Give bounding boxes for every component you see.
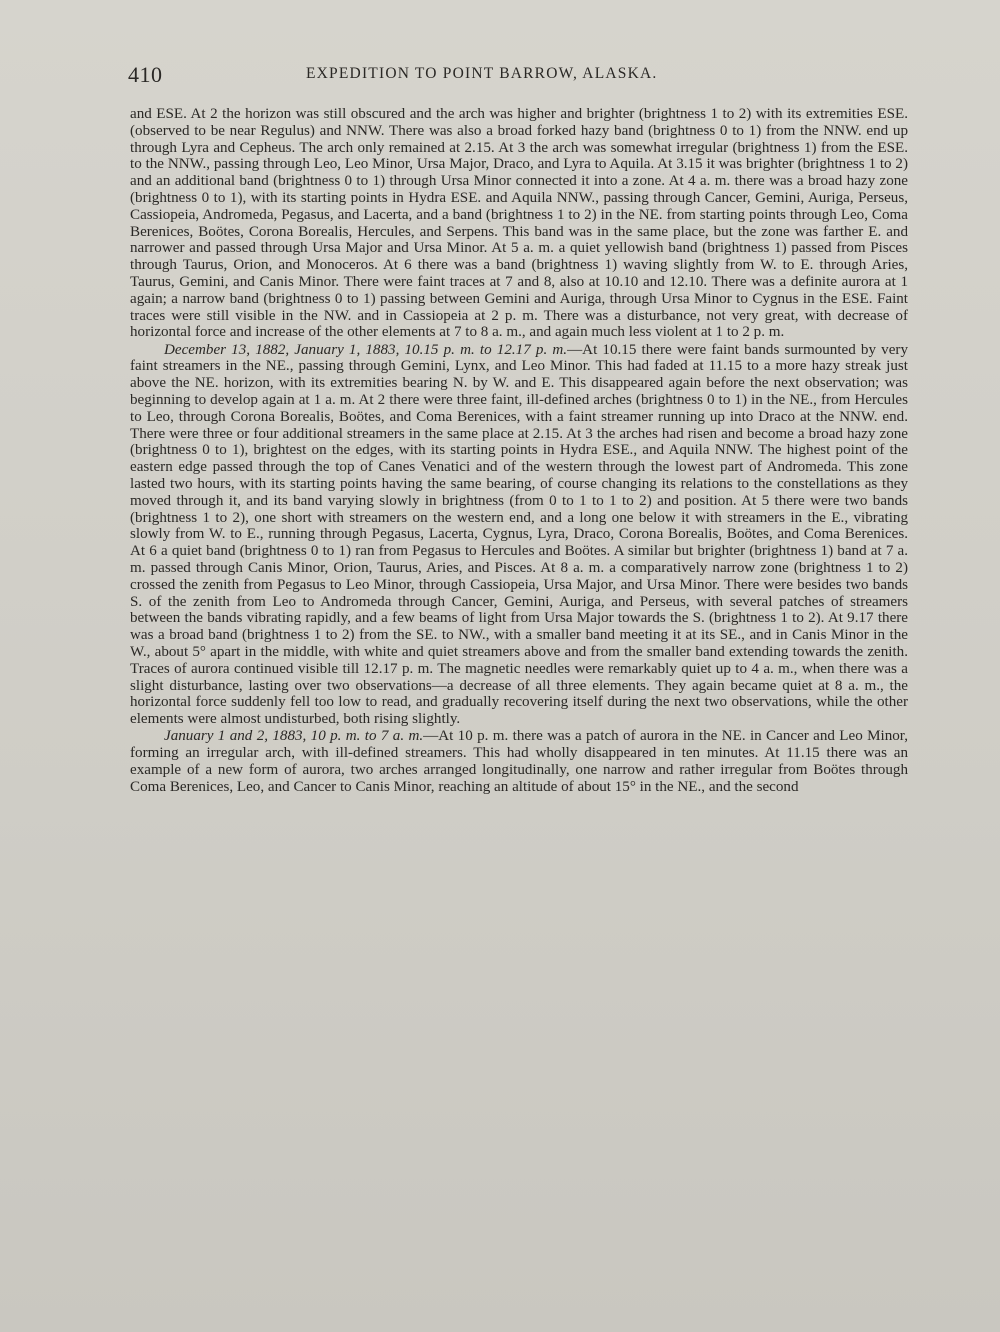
entry-date-heading: December 13, 1882, January 1, 1883, 10.15 p. m. to 12.17 p. m. [164, 341, 568, 358]
entry-text: —At 10 p. m. there was a patch of aurora in the NE. in Cancer and Leo Minor, forming an irregular arch, with ill-defined streamers. This had wholly disappeared in ten minutes. At 11.15 there was an example of a new form of aurora, two arches arranged longitudinally, one narrow and rather irregular from Boötes through Coma Berenices, Leo, and Cancer to Canis Minor, reaching an altitude of about 15° in the NE., and the second [130, 728, 908, 795]
entry-date-heading: January 1 and 2, 1883, 10 p. m. to 7 a. m. [164, 728, 424, 745]
body-text [130, 106, 908, 796]
page-number: 410 [128, 62, 163, 87]
paragraph-continuation: and ESE. At 2 the horizon was still obscured and the arch was higher and brighter (brightness 1 to 2) with its extremities ESE. (observed to be near Regulus) and NNW. There was also a broad forked hazy band (brightness 0 to 1) from the NNW. end up through Lyra and Cepheus. The arch only remained at 2.15. At 3 the arch was somewhat irregular (brightness 1) from the ESE. to the NNW., passing through Leo, Leo Minor, Ursa Major, Draco, and Lyra to Aquila. At 3.15 it was brighter (brightness 1 to 2) and an additional band (brightness 0 to 1) through Ursa Minor connected it into a zone. At 4 a. m. there was a broad hazy zone (brightness 0 to 1), with its starting points in Hydra ESE. and Aquila NNW., passing through Cancer, Gemini, Auriga, Perseus, Cassiopeia, Andromeda, Pegasus, and Lacerta, and a band (brightness 1 to 2) in the NE. from starting points through Leo, Coma Berenices, Boötes, Corona Borealis, Hercules, and Serpens. This band was in the same place, but the zone was farther E. and narrower and passed through Ursa Major and Ursa Minor. At 5 a. m. a quiet yellowish band (brightness 1) passed from Pisces through Taurus, Orion, and Monoceros. At 6 there was a band (brightness 1) waving slightly from W. to E. through Aries, Taurus, Gemini, and Canis Minor. There were faint traces at 7 and 8, also at 10.10 and 12.10. There was a definite aurora at 1 again; a narrow band (brightness 0 to 1) passing between Gemini and Auriga, through Ursa Minor to Cygnus in the ESE. Faint traces were still visible in the NW. and in Cassiopeia at 2 p. m. There was a disturbance, not very great, with decrease of horizontal force and increase of the other elements at 7 to 8 a. m., and again much less violent at 1 to 2 p. m. [130, 106, 908, 341]
page-header [128, 62, 910, 88]
entry-text: —At 10.15 there were faint bands surmounted by very faint streamers in the NE., passing through Gemini, Lynx, and Leo Minor. This had faded at 11.15 to a more hazy streak just above the NE. horizon, with its extremities bearing N. by W. and E. This disappeared again before the next observation; was beginning to develop again at 1 a. m. At 2 there were three faint, ill-defined arches (brightness 0 to 1) in the NE., from Hercules to Leo, through Corona Borealis, Boötes, and Coma Berenices, with a faint streamer running up into Draco at the NNW. end. There were three or four additional streamers in the same place at 2.15. At 3 the arches had risen and become a broad hazy zone (brightness 0 to 1), brightest on the edges, with its starting points in Hydra ESE., and Aquila NNW. The highest point of the eastern edge passed through the top of Canes Venatici and of the western through the lowest part of Andromeda. This zone lasted two hours, with its starting points having the same bearing, of course changing its relations to the constellations as they moved through it, and its band varying slowly in brightness (from 0 to 1 to 1 to 2) and position. At 5 there were two bands (brightness 1 to 2), one short with streamers on the western end, and a long one below it with streamers in the E., vibrating slowly from W. to E., running through Pegasus, Lacerta, Cygnus, Lyra, Draco, Corona Borealis, Boötes, and Coma Berenices. At 6 a quiet band (brightness 0 to 1) ran from Pegasus to Hercules and Boötes. A similar but brighter (brightness 1) band at 7 a. m. passed through Canis Minor, Orion, Taurus, Aries, and Pisces. At 8 a. m. a comparatively narrow zone (brightness 1 to 2) crossed the zenith from Pegasus to Leo Minor, through Cassiopeia, Ursa Major, and Ursa Minor. There were besides two bands S. of the zenith from Leo to Andromeda through Cancer, Gemini, Auriga, and Perseus, with several patches of streamers between the bands vibrating rapidly, and a few beams of light from Ursa Major towards the S. (brightness 1 to 2). At 9.17 there was a broad band (brightness 1 to 2) from the SE. to NW., with a smaller band meeting it at its SE., and in Canis Minor in the W., about 5° apart in the middle, with white and quiet streamers above and from the smaller band extending towards the zenith. Traces of aurora continued visible till 12.17 p. m. The magnetic needles were remarkably quiet up to 4 a. m., when there was a slight disturbance, lasting over two observations—a decrease of all three elements. They again became quiet at 8 a. m., the horizontal force suddenly fell too low to read, and gradually recovering itself during the next two observations, while the other elements were almost undisturbed, both rising slightly. [130, 341, 908, 728]
paragraph-january-entry [130, 728, 908, 795]
paragraph-december-entry [130, 342, 908, 728]
running-head: EXPEDITION TO POINT BARROW, ALASKA. [306, 65, 658, 82]
